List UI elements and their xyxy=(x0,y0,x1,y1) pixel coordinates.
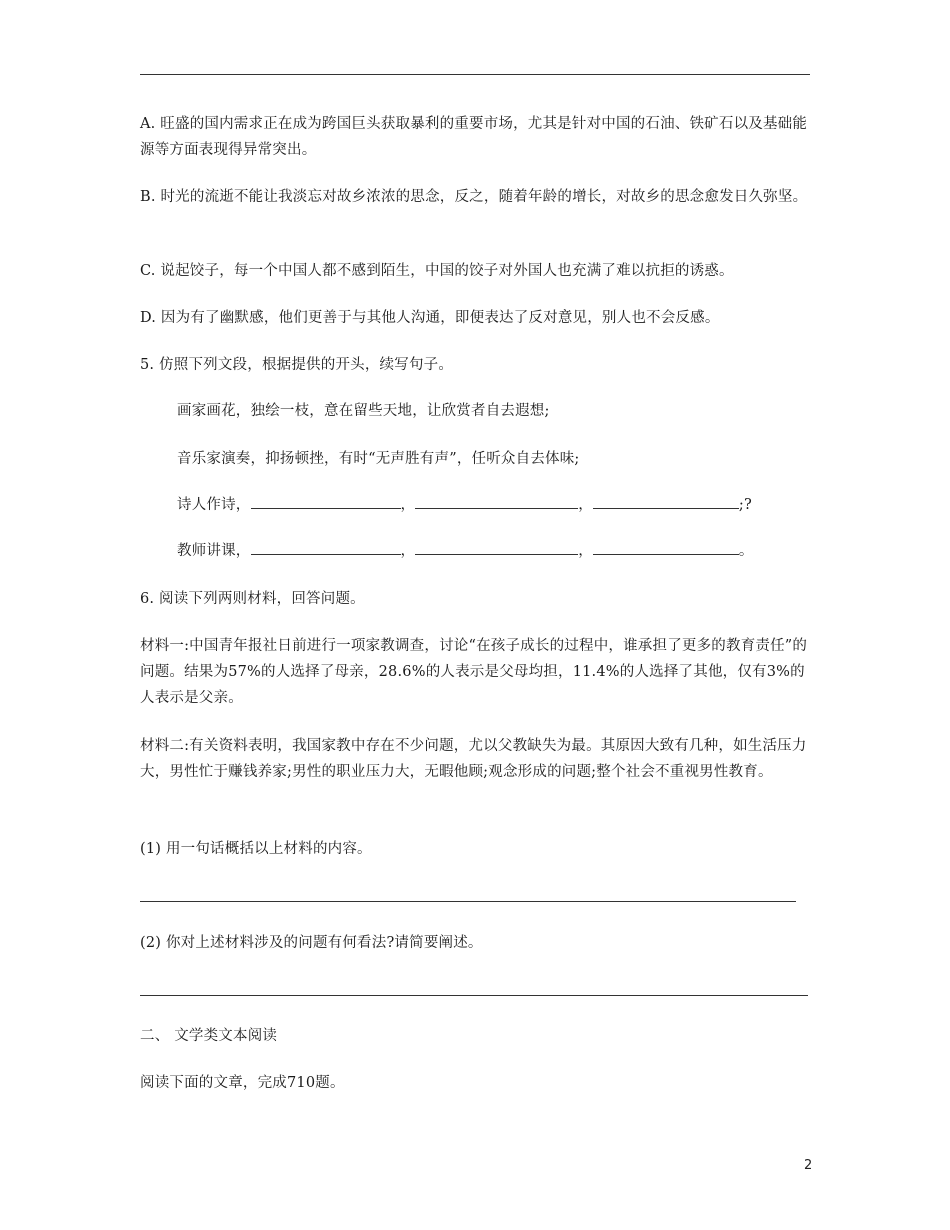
option-d: D. 因为有了幽默感，他们更善于与其他人沟通，即便表达了反对意见，别人也不会反感。 xyxy=(140,310,720,326)
option-c: C. 说起饺子，每一个中国人都不感到陌生，中国的饺子对外国人也充满了难以抗拒的诱惑。 xyxy=(140,263,734,279)
teacher-blank-3[interactable] xyxy=(593,540,739,555)
material-2: 材料二:有关资料表明，我国家教中存在不少问题，尤以父教缺失为最。其原因大致有几种，如生活压力大，男性忙于赚钱养家;男性的职业压力大，无暇他顾;观念形成的问题;整个社会不重视男性教育。 xyxy=(140,738,807,780)
teacher-blank-2[interactable] xyxy=(415,540,578,555)
option-b: B. 时光的流逝不能让我淡忘对故乡浓浓的思念，反之，随着年龄的增长，对故乡的思念愈发日久弥坚。 xyxy=(140,189,808,205)
section-2-heading: 二、 文学类文本阅读 xyxy=(140,1028,278,1044)
poet-separator: ， xyxy=(578,497,593,513)
poet-blank-1[interactable] xyxy=(251,494,401,509)
question-5-stem: 5. 仿照下列文段，根据提供的开头，续写句子。 xyxy=(140,357,454,373)
question-5-example-2: 音乐家演奏，抑扬顿挫，有时“无声胜有声”，任听众自去体味; xyxy=(177,451,580,467)
teacher-line-end: 。 xyxy=(738,543,754,559)
poet-separator: ， xyxy=(400,497,416,513)
question-5-example-1: 画家画花，独绘一枝，意在留些天地，让欣赏者自去遐想; xyxy=(177,403,550,419)
poet-blank-3[interactable] xyxy=(593,494,739,509)
teacher-line-prefix: 教师讲课， xyxy=(177,543,251,559)
question-5-teacher-line xyxy=(177,538,797,564)
option-a: A. 旺盛的国内需求正在成为跨国巨头获取暴利的重要市场，尤其是针对中国的石油、铁矿石以及基础能源等方面表现得异常突出。 xyxy=(140,116,808,158)
question-6-sub-2: (2) 你对上述材料涉及的问题有何看法?请简要阐述。 xyxy=(140,935,483,951)
teacher-separator: ， xyxy=(400,543,416,559)
question-6-stem: 6. 阅读下列两则材料，回答问题。 xyxy=(140,591,365,607)
page-number: 2 xyxy=(804,1158,813,1173)
header-rule xyxy=(140,74,810,75)
poet-blank-2[interactable] xyxy=(415,494,578,509)
teacher-blank-1[interactable] xyxy=(251,540,401,555)
material-1: 材料一:中国青年报社日前进行一项家教调查，讨论“在孩子成长的过程中，谁承担了更多的教育责任”的问题。结果为57%的人选择了母亲，28.6%的人表示是父母均担，11.4%的人选择了其他，仅有3%的人表示是父亲。 xyxy=(140,638,808,706)
question-5-poet-line xyxy=(177,492,797,518)
teacher-separator: ， xyxy=(578,543,593,559)
answer-line-1[interactable] xyxy=(140,901,796,902)
question-6-sub-1: (1) 用一句话概括以上材料的内容。 xyxy=(140,841,372,857)
poet-line-end: ;? xyxy=(738,497,752,513)
section-2-instruction: 阅读下面的文章，完成710题。 xyxy=(140,1075,345,1091)
answer-line-2[interactable] xyxy=(140,995,808,996)
poet-line-prefix: 诗人作诗， xyxy=(177,497,251,513)
